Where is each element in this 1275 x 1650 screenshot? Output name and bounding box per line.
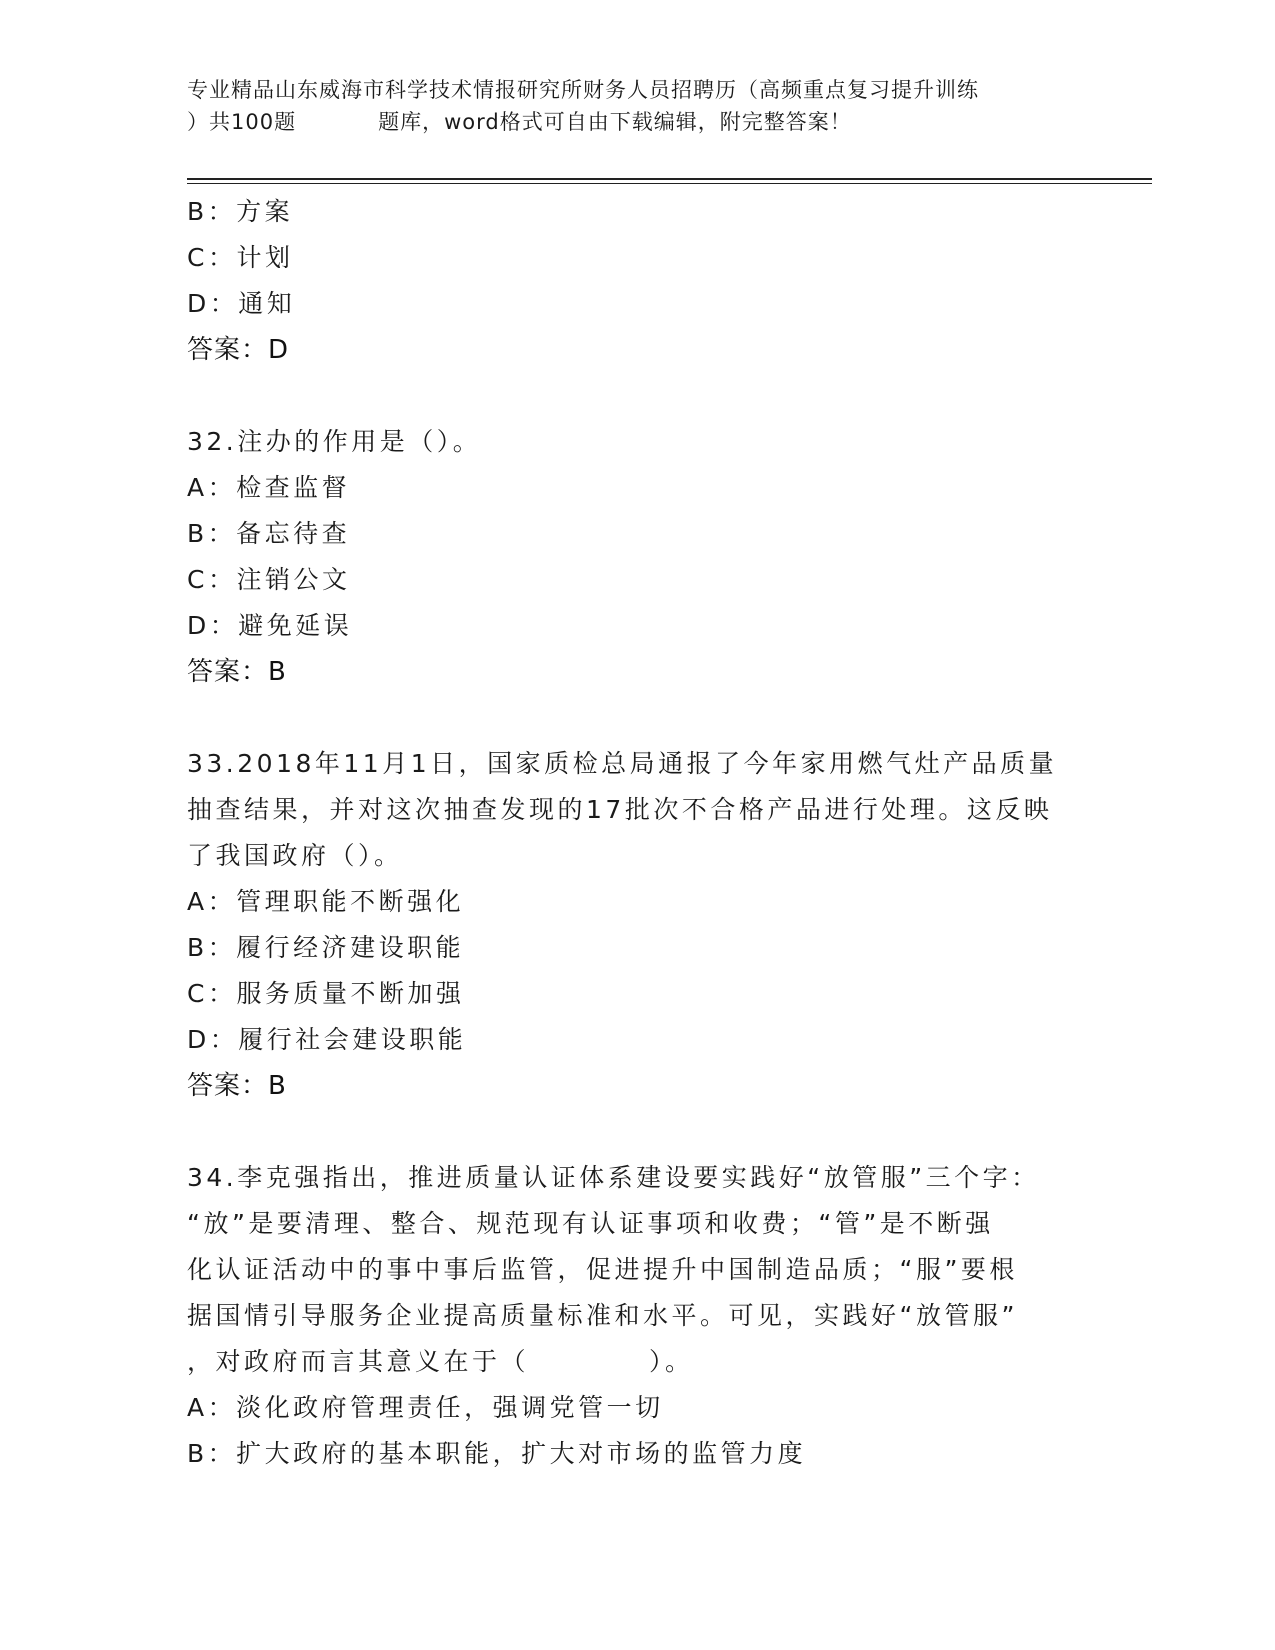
question-text-line: 据国情引导服务企业提高质量标准和水平。可见，实践好“放管服” xyxy=(187,1301,1018,1330)
question-31-tail xyxy=(187,189,1087,373)
question-text-line xyxy=(187,1339,1087,1385)
question-text-line: 34.李克强指出，推进质量认证体系建设要实践好“放管服”三个字： xyxy=(187,1163,1040,1192)
header-divider-thick xyxy=(187,178,1152,180)
option-b: B：履行经济建设职能 xyxy=(187,933,465,962)
question-34 xyxy=(187,1155,1087,1477)
answer-label: 答案：B xyxy=(187,657,287,687)
question-text-line-part-b: ）。 xyxy=(649,1347,694,1376)
option-b: B：扩大政府的基本职能，扩大对市场的监管力度 xyxy=(187,1439,807,1468)
header-line-1: 专业精品山东威海市科学技术情报研究所财务人员招聘历（高频重点复习提升训练 xyxy=(187,78,979,102)
option-b: B：备忘待查 xyxy=(187,519,351,548)
option-d: D：避免延误 xyxy=(187,611,353,640)
option-c: C：注销公文 xyxy=(187,565,351,594)
option-b: B：方案 xyxy=(187,197,294,226)
header-line-2-part-b: 题库，word格式可自由下载编辑，附完整答案！ xyxy=(378,110,852,134)
answer-label: 答案：D xyxy=(187,335,290,365)
option-c: C：计划 xyxy=(187,243,294,272)
option-d: D：履行社会建设职能 xyxy=(187,1025,467,1054)
question-list xyxy=(187,189,1087,1477)
header-line-2 xyxy=(187,106,1087,138)
question-text xyxy=(187,741,1087,879)
question-text-line: 33.2018年11月1日，国家质检总局通报了今年家用燃气灶产品质量 xyxy=(187,749,1058,778)
header-divider-thin xyxy=(187,183,1152,184)
option-a: A：淡化政府管理责任，强调党管一切 xyxy=(187,1393,664,1422)
option-c: C：服务质量不断加强 xyxy=(187,979,465,1008)
answer-label: 答案：B xyxy=(187,1071,287,1101)
question-text-line: “放”是要清理、整合、规范现有认证事项和收费；“管”是不断强 xyxy=(187,1209,994,1238)
option-d: D：通知 xyxy=(187,289,296,318)
question-text-line: 了我国政府（）。 xyxy=(187,841,403,870)
document-header xyxy=(187,74,1087,138)
question-text-line: 化认证活动中的事中事后监管，促进提升中国制造品质；“服”要根 xyxy=(187,1255,1018,1284)
option-a: A：管理职能不断强化 xyxy=(187,887,465,916)
question-32 xyxy=(187,419,1087,695)
question-33 xyxy=(187,741,1087,1109)
question-text: 32.注办的作用是（）。 xyxy=(187,427,482,456)
header-line-2-part-a: ）共100题 xyxy=(187,110,297,134)
option-a: A：检查监督 xyxy=(187,473,351,502)
question-text xyxy=(187,1155,1087,1385)
question-text-line: 抽查结果，并对这次抽查发现的17批次不合格产品进行处理。这反映 xyxy=(187,795,1053,824)
question-text-line-part-a: ，对政府而言其意义在于（ xyxy=(187,1347,530,1376)
